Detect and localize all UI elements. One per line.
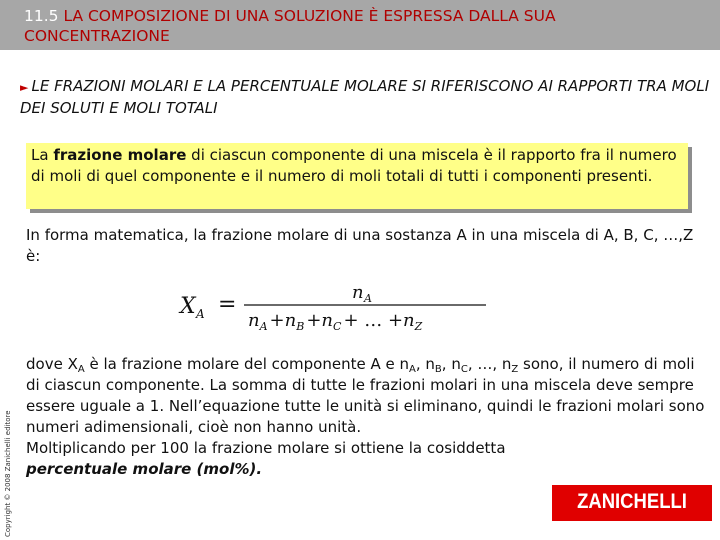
- body-sub-na: A: [409, 364, 416, 375]
- denominator-term-3: +: [306, 310, 322, 331]
- denominator-sub-4: C: [333, 320, 342, 333]
- denominator-term-4: n: [321, 310, 334, 331]
- logo-text: ZANICHELLI: [577, 490, 687, 513]
- denominator-sub-6: Z: [414, 320, 423, 333]
- triangle-bullet-icon: ►: [20, 81, 29, 94]
- body-text-1: dove X: [26, 355, 78, 373]
- slide-title: [24, 6, 704, 46]
- formula-denominator: [248, 310, 423, 333]
- denominator-term-0: n: [248, 310, 260, 331]
- definition-rest: di ciascun componente di una miscela è il rapporto fra il numero di moli di quel componente e il numero di moli totali di tutti i componenti presenti.: [31, 146, 677, 185]
- formula-lhs: X: [180, 294, 196, 319]
- formula-lhs-sub: A: [196, 307, 205, 321]
- definition-prefix: La: [31, 146, 54, 164]
- formula-numerator: n: [352, 282, 364, 303]
- body-text-6: sono, il numero di moli di ciascun componente. La somma di tutte le frazioni molari in una miscela deve sempre essere uguale a 1. Nell’equazione tutte le unità si eliminano, quindi le frazioni molari sono numeri adimensionali, cioè non hanno unità.: [26, 355, 705, 436]
- definition-text: [31, 145, 681, 187]
- section-title: LA COMPOSIZIONE DI UNA SOLUZIONE È ESPRESSA DALLA SUA CONCENTRAZIONE: [24, 7, 556, 45]
- body-sub-nz: Z: [511, 364, 519, 375]
- subtitle-text: LE FRAZIONI MOLARI E LA PERCENTUALE MOLARE SI RIFERISCONO AI RAPPORTI TRA MOLI DEI SOLUTI E MOLI TOTALI: [20, 77, 710, 117]
- definition-box: [26, 143, 688, 209]
- body-sub-nc: C: [460, 364, 468, 375]
- mole-fraction-formula: [178, 278, 498, 333]
- body-text-4: , n: [441, 355, 461, 373]
- body-sub-nb: B: [434, 364, 442, 375]
- explanation-paragraph: [26, 354, 706, 480]
- denominator-sub-2: B: [296, 320, 305, 333]
- denominator-sub-0: A: [259, 320, 268, 333]
- body-text-2: è la frazione molare del componente A e n: [84, 355, 410, 373]
- denominator-term-5: + … +: [343, 310, 404, 331]
- body-text-7: Moltiplicando per 100 la frazione molare si ottiene la cosiddetta: [26, 439, 506, 457]
- body-text-3: , n: [415, 355, 435, 373]
- denominator-term-2: n: [284, 310, 297, 331]
- slide-header: [0, 0, 720, 50]
- denominator-term-1: +: [269, 310, 285, 331]
- intro-paragraph: In forma matematica, la frazione molare di una sostanza A in una miscela di A, B, C, …,Z è:: [26, 226, 694, 265]
- mole-percent-term: percentuale molare (mol%).: [26, 460, 263, 478]
- definition-term: frazione molare: [53, 146, 187, 164]
- formula-numerator-sub: A: [364, 292, 372, 305]
- formula-equals: =: [218, 292, 237, 317]
- zanichelli-logo: [552, 485, 712, 521]
- body-sub-xa: A: [77, 364, 85, 375]
- section-number: 11.5: [24, 7, 59, 25]
- copyright-notice: Copyright © 2008 Zanichelli editore: [4, 410, 12, 537]
- body-text-5: , …, n: [467, 355, 512, 373]
- denominator-term-6: n: [403, 310, 415, 331]
- subtitle: [20, 76, 710, 119]
